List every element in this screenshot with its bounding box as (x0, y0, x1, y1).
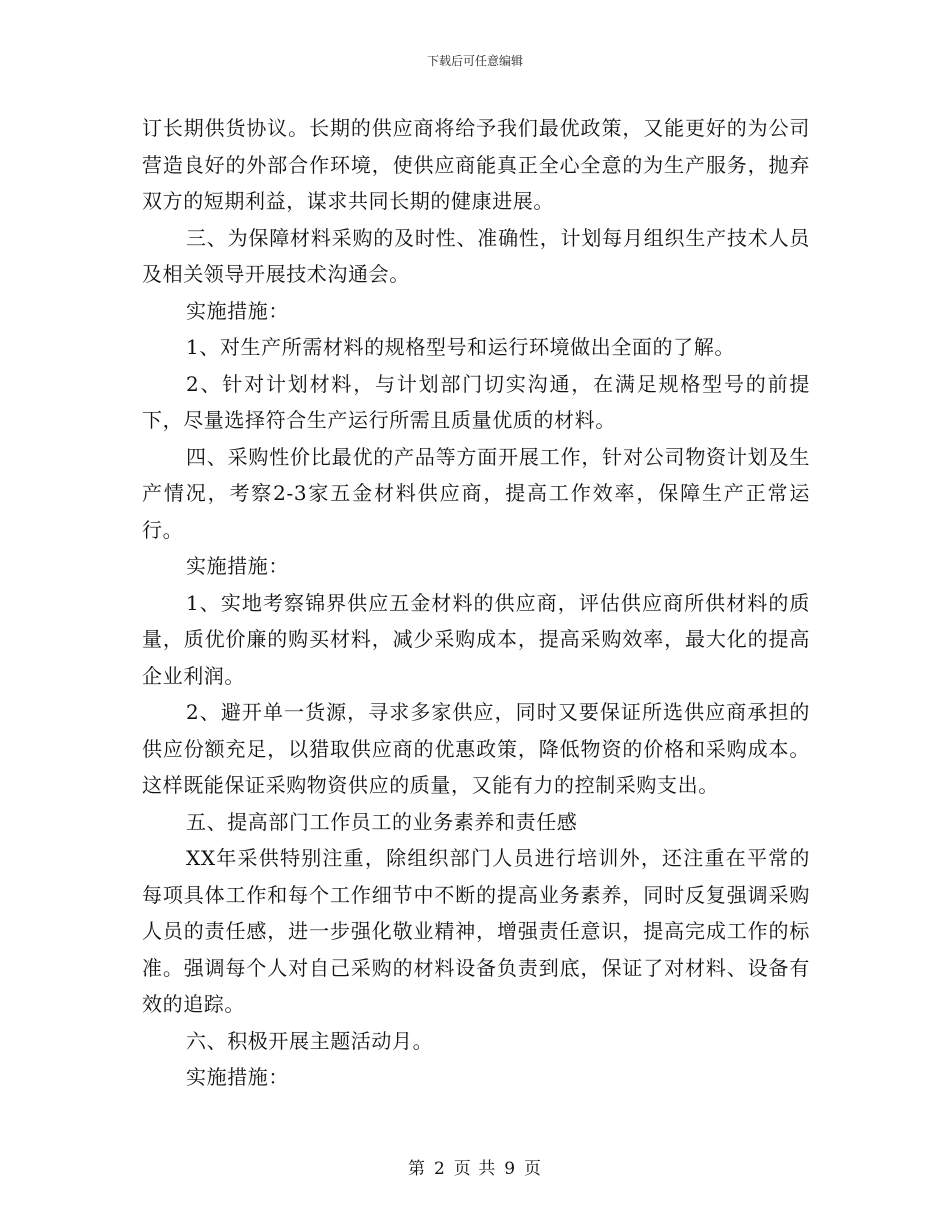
document-body (142, 110, 810, 1096)
paragraph-8: 1、实地考察锦界供应五金材料的供应商，评估供应商所供材料的质量，质优价廉的购买材料，减少采购成本，提高采购效率，最大化的提高企业利润。 (142, 590, 810, 688)
page-footer (0, 1154, 950, 1179)
paragraph-11: XX年采供特别注重，除组织部门人员进行培训外，还注重在平常的每项具体工作和每个工作细节中不断的提高业务素养，同时反复强调采购人员的责任感，进一步强化敬业精神，增强责任意识，提高完成工作的标准。强调每个人对自己采购的材料设备负责到底，保证了对材料、设备有效的追踪。 (142, 846, 810, 1016)
footer-prefix: 第 (407, 1159, 426, 1179)
paragraph-1: 订长期供货协议。长期的供应商将给予我们最优政策，又能更好的为公司营造良好的外部合作环境，使供应商能真正全心全意的为生产服务，抛弃双方的短期利益，谋求共同长期的健康进展。 (142, 116, 810, 213)
paragraph-10: 五、提高部门工作员工的业务素养和责任感 (186, 809, 578, 834)
footer-middle: 页 共 (453, 1159, 497, 1179)
footer-suffix: 页 (524, 1159, 543, 1179)
page-header-note: 下载后可任意编辑 (426, 54, 523, 68)
paragraph-4: 1、对生产所需材料的规格型号和运行环境做出全面的了解。 (186, 335, 735, 359)
paragraph-13: 实施措施： (186, 1065, 289, 1089)
paragraph-12: 六、积极开展主题活动月。 (186, 1028, 434, 1053)
paragraph-3: 实施措施： (186, 298, 289, 323)
total-pages: 9 (504, 1159, 517, 1179)
paragraph-9: 2、避开单一货源，寻求多家供应，同时又要保证所选供应商承担的供应份额充足，以猎取供应商的优惠政策，降低物资的价格和采购成本。这样既能保证采购物资供应的质量，又能有力的控制采购支出。 (142, 700, 810, 797)
paragraph-2: 三、为保障材料采购的及时性、准确性，计划每月组织生产技术人员及相关领导开展技术沟通会。 (142, 225, 810, 286)
paragraph-6: 四、采购性价比最优的产品等方面开展工作，针对公司物资计划及生产情况，考察2-3家五金材料供应商，提高工作效率，保障生产正常运行。 (142, 444, 810, 542)
page-number: 2 (433, 1159, 446, 1179)
paragraph-5: 2、针对计划材料，与计划部门切实沟通，在满足规格型号的前提下，尽量选择符合生产运行所需且质量优质的材料。 (142, 371, 810, 432)
paragraph-7: 实施措施： (186, 554, 289, 578)
